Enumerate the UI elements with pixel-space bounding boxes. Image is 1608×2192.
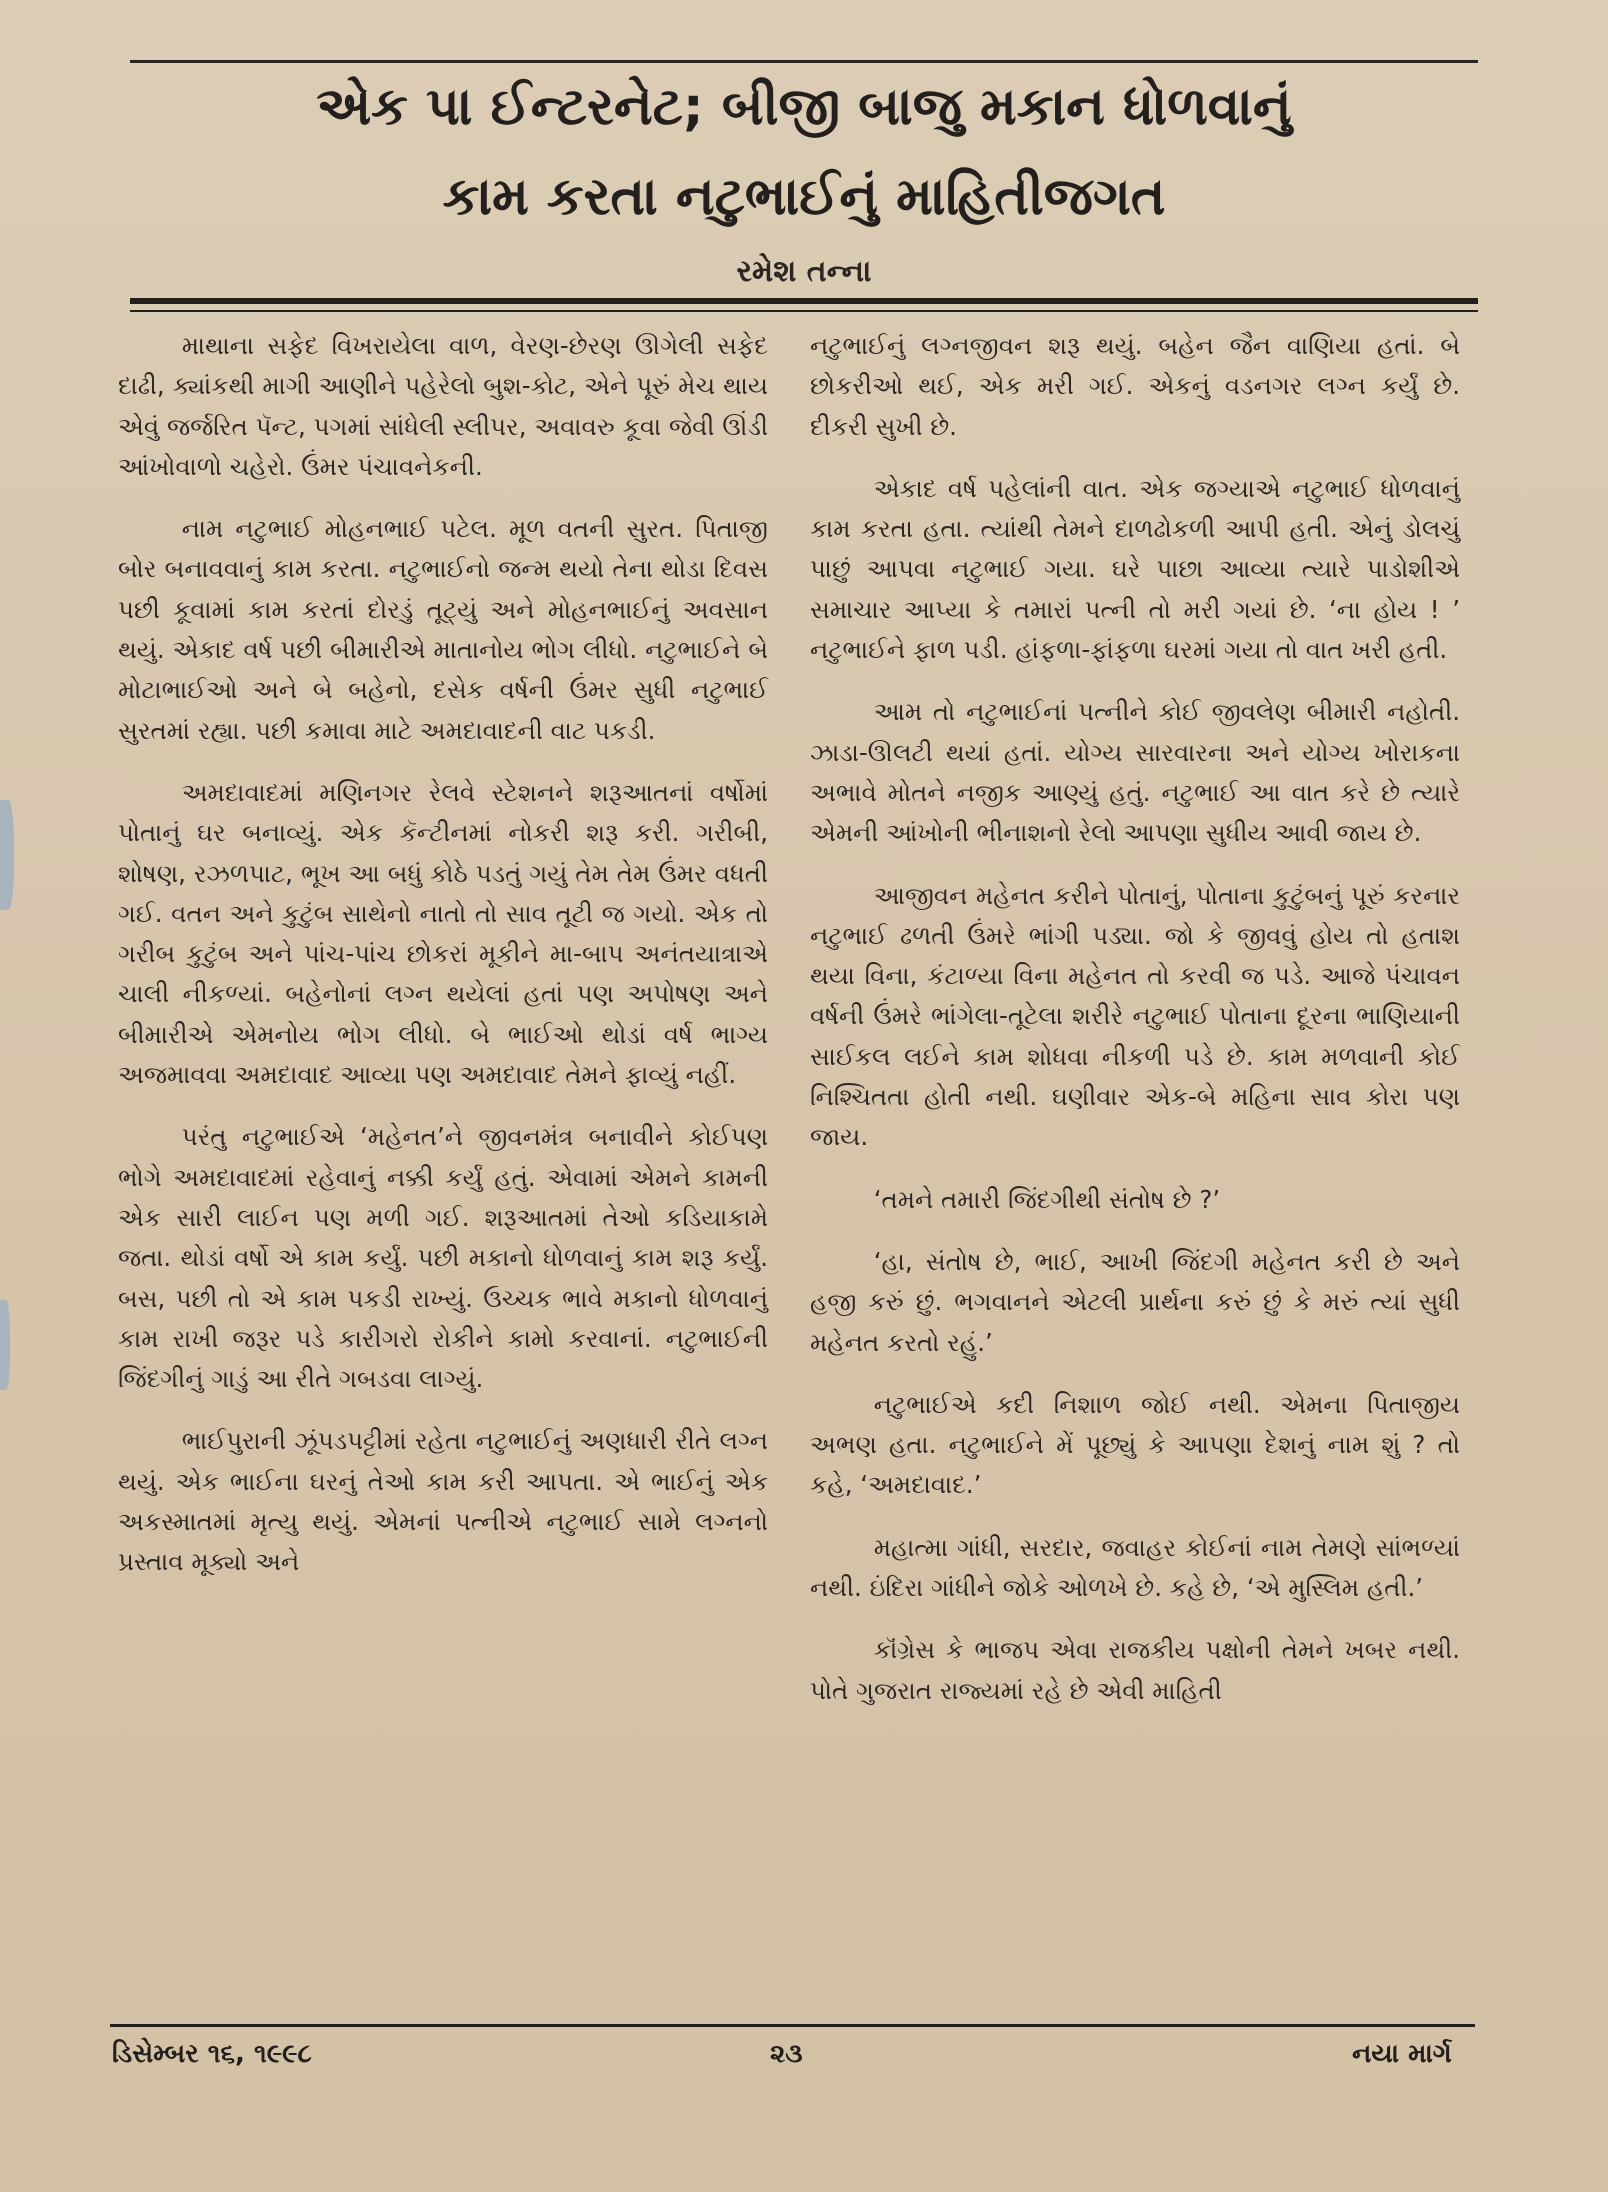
article-headline — [130, 62, 1478, 242]
author-byline: રમેશ તન્ના — [736, 254, 872, 289]
paragraph: આમ તો નટુભાઈનાં પત્નીને કોઈ જીવલેણ બીમારી નહોતી. ઝાડા-ઊલટી થયાં હતાં. યોગ્ય સારવારના અને યોગ્ય ખોરાકના અભાવે મોતને નજીક આણ્યું હતું. નટુભાઈ આ વાત કરે છે ત્યારે એમની આંખોની ભીનાશનો રેલો આપણા સુધીય આવી જાય છે. — [810, 697, 1460, 848]
footer-magazine-name: નયા માર્ગ — [1352, 2039, 1452, 2069]
paragraph: નામ નટુભાઈ મોહનભાઈ પટેલ. મૂળ વતની સુરત. પિતાજી બોર બનાવવાનું કામ કરતા. નટુભાઈનો જન્મ થયો તેના થોડા દિવસ પછી કૂવામાં કામ કરતાં દોરડું તૂટ્યું અને મોહનભાઈનું અવસાન થયું. એકાદ વર્ષ પછી બીમારીએ માતાનોય ભોગ લીધો. નટુભાઈને બે મોટાભાઈઓ અને બે બહેનો, દસેક વર્ષની ઉંમર સુધી નટુભાઈ સુરતમાં રહ્યા. પછી કમાવા માટે અમદાવાદની વાટ પકડી. — [118, 514, 768, 745]
paragraph: ‘હા, સંતોષ છે, ભાઈ, આખી જિંદગી મહેનત કરી છે અને હજી કરું છું. ભગવાનને એટલી પ્રાર્થના કરું છું કે મરું ત્યાં સુધી મહેનત કરતો રહું.’ — [810, 1246, 1460, 1357]
right-column — [810, 326, 1460, 1733]
torn-edge-mark — [0, 1300, 10, 1390]
header-rule-thin — [130, 310, 1478, 312]
footer-rule — [110, 2024, 1475, 2027]
paragraph: નટુભાઈનું લગ્નજીવન શરૂ થયું. બહેન જૈન વાણિયા હતાં. બે છોકરીઓ થઈ, એક મરી ગઈ. એકનું વડનગર લગ્ન કર્યું છે. દીકરી સુખી છે. — [810, 331, 1460, 441]
footer-date: ડિસેમ્બર ૧૬, ૧૯૯૮ — [112, 2039, 312, 2069]
paragraph: ‘તમને તમારી જિંદગીથી સંતોષ છે ?’ — [873, 1184, 1221, 1214]
header-rule-thick — [130, 298, 1478, 304]
torn-edge-mark — [0, 800, 14, 910]
headline-line-2: કામ કરતા નટુભાઈનું માહિતીજગત — [442, 167, 1166, 227]
left-column — [118, 326, 768, 1605]
paragraph: અમદાવાદમાં મણિનગર રેલવે સ્ટેશનને શરૂઆતનાં વર્ષોમાં પોતાનું ઘર બનાવ્યું. એક કૅન્ટીનમાં નોકરી શરૂ કરી. ગરીબી, શોષણ, રઝળપાટ, ભૂખ આ બધું કોઠે પડતું ગયું તેમ તેમ ઉંમર વધતી ગઈ. વતન અને કુટુંબ સાથેનો નાતો તો સાવ તૂટી જ ગયો. એક તો ગરીબ કુટુંબ અને પાંચ-પાંચ છોકરાં મૂકીને મા-બાપ અનંતયાત્રાએ ચાલી નીકળ્યાં. બહેનોનાં લગ્ન થયેલાં હતાં પણ અપોષણ અને બીમારીએ એમનોય ભોગ લીધો. બે ભાઈઓ થોડાં વર્ષ ભાગ્ય અજમાવવા અમદાવાદ આવ્યા પણ અમદાવાદ તેમને ફાવ્યું નહીં. — [118, 777, 768, 1090]
paragraph: પરંતુ નટુભાઈએ ‘મહેનત’ને જીવનમંત્ર બનાવીને કોઈપણ ભોગે અમદાવાદમાં રહેવાનું નક્કી કર્યું હતું. એવામાં એમને કામની એક સારી લાઈન પણ મળી ગઈ. શરૂઆતમાં તેઓ કડિયાકામે જતા. થોડાં વર્ષો એ કામ કર્યું. પછી મકાનો ધોળવાનું કામ શરૂ કર્યું. બસ, પછી તો એ કામ પકડી રાખ્યું. ઉચ્ચક ભાવે મકાનો ધોળવાનું કામ રાખી જરૂર પડે કારીગરો રોકીને કામો કરવાનાં. નટુભાઈની જિંદગીનું ગાડું આ રીતે ગબડવા લાગ્યું. — [118, 1122, 768, 1394]
headline-line-1: એક પા ઈન્ટરનેટ; બીજી બાજુ મકાન ધોળવાનું — [316, 77, 1292, 137]
paragraph: એકાદ વર્ષ પહેલાંની વાત. એક જગ્યાએ નટુભાઈ ધોળવાનું કામ કરતા હતા. ત્યાંથી તેમને દાળઢોકળી આપી હતી. એનું ડોલચું પાછું આપવા નટુભાઈ ગયા. ઘરે પાછા આવ્યા ત્યારે પાડોશીએ સમાચાર આપ્યા કે તમારાં પત્ની તો મરી ગયાં છે. ‘ના હોય ! ’ નટુભાઈને ફાળ પડી. હાંફળા-ફાંફળા ઘરમાં ગયા તો વાત ખરી હતી. — [810, 473, 1460, 665]
footer-page-number: ૨૩ — [770, 2039, 803, 2069]
paragraph: મહાત્મા ગાંધી, સરદાર, જવાહર કોઈનાં નામ તેમણે સાંભળ્યાં નથી. ઇંદિરા ગાંધીને જોકે ઓળખે છે. કહે છે, ‘એ મુસ્લિમ હતી.’ — [810, 1532, 1460, 1603]
paragraph: કૉંગ્રેસ કે ભાજપ એવા રાજકીય પક્ષોની તેમને ખબર નથી. પોતે ગુજરાત રાજ્યમાં રહે છે એવી માહિતી — [810, 1635, 1460, 1705]
paragraph: નટુભાઈએ કદી નિશાળ જોઈ નથી. એમના પિતાજીય અભણ હતા. નટુભાઈને મેં પૂછ્યું કે આપણા દેશનું નામ શું ? તો કહે, ‘અમદાવાદ.’ — [810, 1389, 1460, 1500]
paragraph: માથાના સફેદ વિખરાયેલા વાળ, વેરણ-છેરણ ઊગેલી સફેદ દાઢી, ક્યાંકથી માગી આણીને પહેરેલો બુશ-કોટ, એને પૂરું મેચ થાય એવું જર્જરિત પૅન્ટ, પગમાં સાંધેલી સ્લીપર, અવાવરુ કૂવા જેવી ઊંડી આંખોવાળો ચહેરો. ઉંમર પંચાવનેકની. — [118, 331, 768, 481]
paragraph: ભાઈપુરાની ઝૂંપડપટ્ટીમાં રહેતા નટુભાઈનું અણધારી રીતે લગ્ન થયું. એક ભાઈના ઘરનું તેઓ કામ કરી આપતા. એ ભાઈનું એક અકસ્માતમાં મૃત્યુ થયું. એમનાં પત્નીએ નટુભાઈ સામે લગ્નનો પ્રસ્તાવ મૂક્યો અને — [118, 1426, 768, 1577]
paragraph: આજીવન મહેનત કરીને પોતાનું, પોતાના કુટુંબનું પૂરું કરનાર નટુભાઈ ઢળતી ઉંમરે ભાંગી પડ્યા. જો કે જીવવું હોય તો હતાશ થયા વિના, કંટાળ્યા વિના મહેનત તો કરવી જ પડે. આજે પંચાવન વર્ષની ઉંમરે ભાંગેલા-તૂટેલા શરીરે નટુભાઈ પોતાના દૂરના ભાણિયાની સાઈકલ લઈને કામ શોધવા નીકળી પડે છે. કામ મળવાની કોઈ નિશ્ચિતતા હોતી નથી. ઘણીવાર એક-બે મહિના સાવ કોરા પણ જાય. — [810, 880, 1460, 1152]
